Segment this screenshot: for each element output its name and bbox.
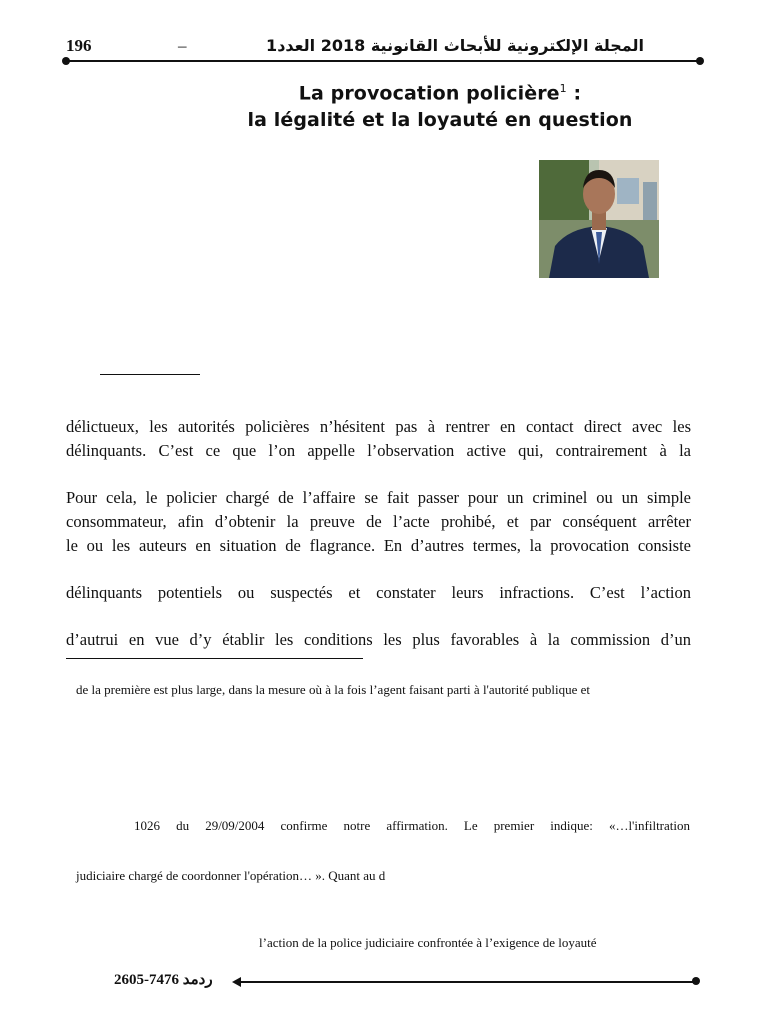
body-line-2: délinquants. C’est ce que l’on appelle l’observation active qui, contrairement à la: [66, 441, 691, 460]
title-colon: :: [566, 82, 582, 105]
footer-rule: [238, 981, 698, 983]
footnote-line-1: de la première est plus large, dans la mesure où à la fois l’agent faisant parti à l'autorité publique et: [76, 682, 590, 697]
short-rule: [100, 374, 200, 375]
article-title-line-2: la légalité et la loyauté en question: [247, 109, 633, 131]
body-line-4: consommateur, afin d’obtenir la preuve de l’acte prohibé, et par conséquent arrêter: [66, 512, 691, 531]
footnote-line-4: l’action de la police judiciaire confrontée à l’exigence de loyauté: [259, 935, 597, 950]
body-line-7: d’autrui en vue d’y établir les conditions les plus favorables à la commission d’un: [66, 630, 691, 649]
footnote-line-2: 1026 du 29/09/2004 confirme notre affirmation. Le premier indique: «…l'infiltration: [134, 818, 690, 833]
author-photo: [539, 160, 659, 278]
header-rule: [66, 60, 700, 62]
body-line-5: le ou les auteurs en situation de flagrance. En d’autres termes, la provocation consiste: [66, 536, 691, 555]
footnote-separator: [66, 658, 363, 659]
page-number: 196: [66, 36, 92, 55]
journal-title: المجلة الإلكترونية للأبحاث القانونية 2018 العدد1: [266, 36, 644, 55]
author-portrait-icon: [539, 160, 659, 278]
header-rule-right-dot: [696, 57, 704, 65]
article-title-line-1: [190, 82, 690, 104]
footer-rule-right-dot: [692, 977, 700, 985]
header-separator: –: [178, 36, 187, 55]
body-line-1: délictueux, les autorités policières n’hésitent pas à rentrer en contact direct avec les: [66, 417, 691, 436]
body-line-3: Pour cela, le policier chargé de l’affaire se fait passer pour un criminel ou un simple: [66, 488, 691, 507]
body-line-6: délinquants potentiels ou suspectés et constater leurs infractions. C’est l’action: [66, 583, 691, 602]
issn-label: ردمد 7476-2605: [114, 972, 213, 988]
footnote-line-3: judiciaire chargé de coordonner l'opération… ». Quant au d: [76, 868, 386, 883]
title-text: La provocation policière: [298, 82, 560, 105]
title-footnote-ref: 1: [559, 82, 567, 95]
